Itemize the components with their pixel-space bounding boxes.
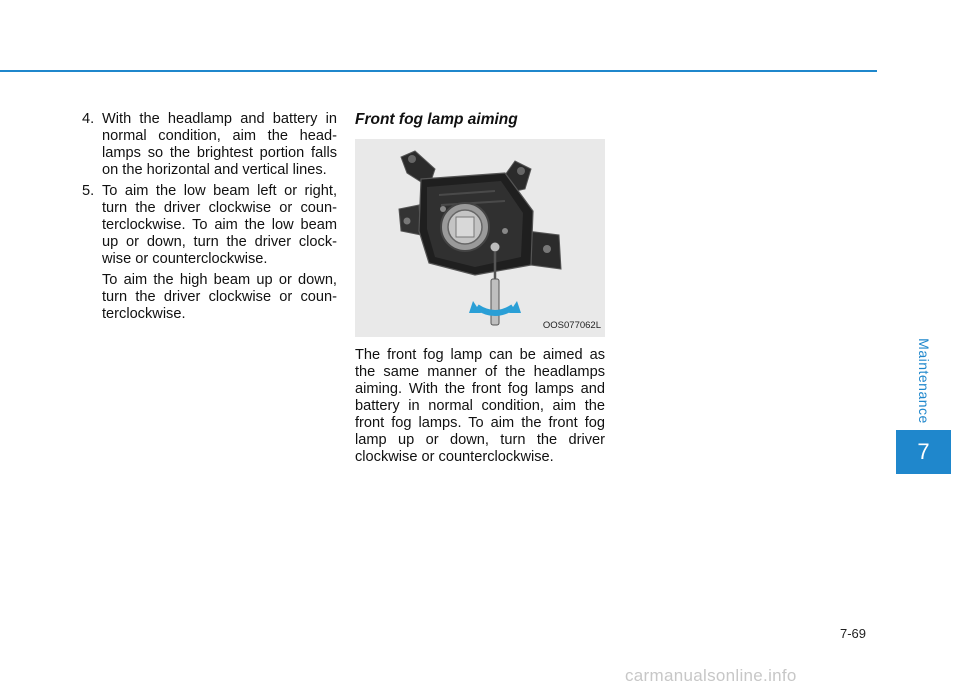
fog-lamp-illustration [355, 139, 605, 337]
figure-code: OOS077062L [542, 320, 601, 331]
list-item-number: 5. [82, 183, 95, 199]
watermark: carmanualsonline.info [625, 666, 797, 685]
list-item [82, 183, 337, 268]
high-beam-paragraph: To aim the high beam up or down, turn the driver clockwise or coun-terclockwise. [102, 272, 337, 322]
fog-lamp-paragraph: The front fog lamp can be aimed as the same manner of the headlamps aiming. With the front fog lamps and battery in normal condition, aim the front fog lamps. To aim the front fog lamp up or down, turn the driver clockwise or counterclockwise. [355, 347, 605, 465]
header-rule [0, 70, 877, 72]
fog-lamp-figure [355, 139, 605, 337]
chapter-tab: 7 [896, 430, 951, 474]
list-item-text: With the headlamp and battery in normal condition, aim the head-lamps so the brightest portion falls on the horizontal and vertical lines. [102, 111, 337, 178]
section-side-label [896, 338, 951, 424]
middle-column [355, 111, 605, 466]
page-number: 7-69 [840, 626, 867, 641]
left-column [82, 111, 337, 323]
list-item-number: 4. [82, 111, 95, 127]
section-label-text: Maintenance [915, 338, 932, 424]
list-item-text: To aim the low beam left or right, turn the driver clockwise or coun-terclockwise. To aim the low beam up or down, turn the driver clock-wise or counterclockwise. [102, 183, 337, 267]
list-item [82, 111, 337, 179]
section-title: Front fog lamp aiming [355, 111, 518, 128]
